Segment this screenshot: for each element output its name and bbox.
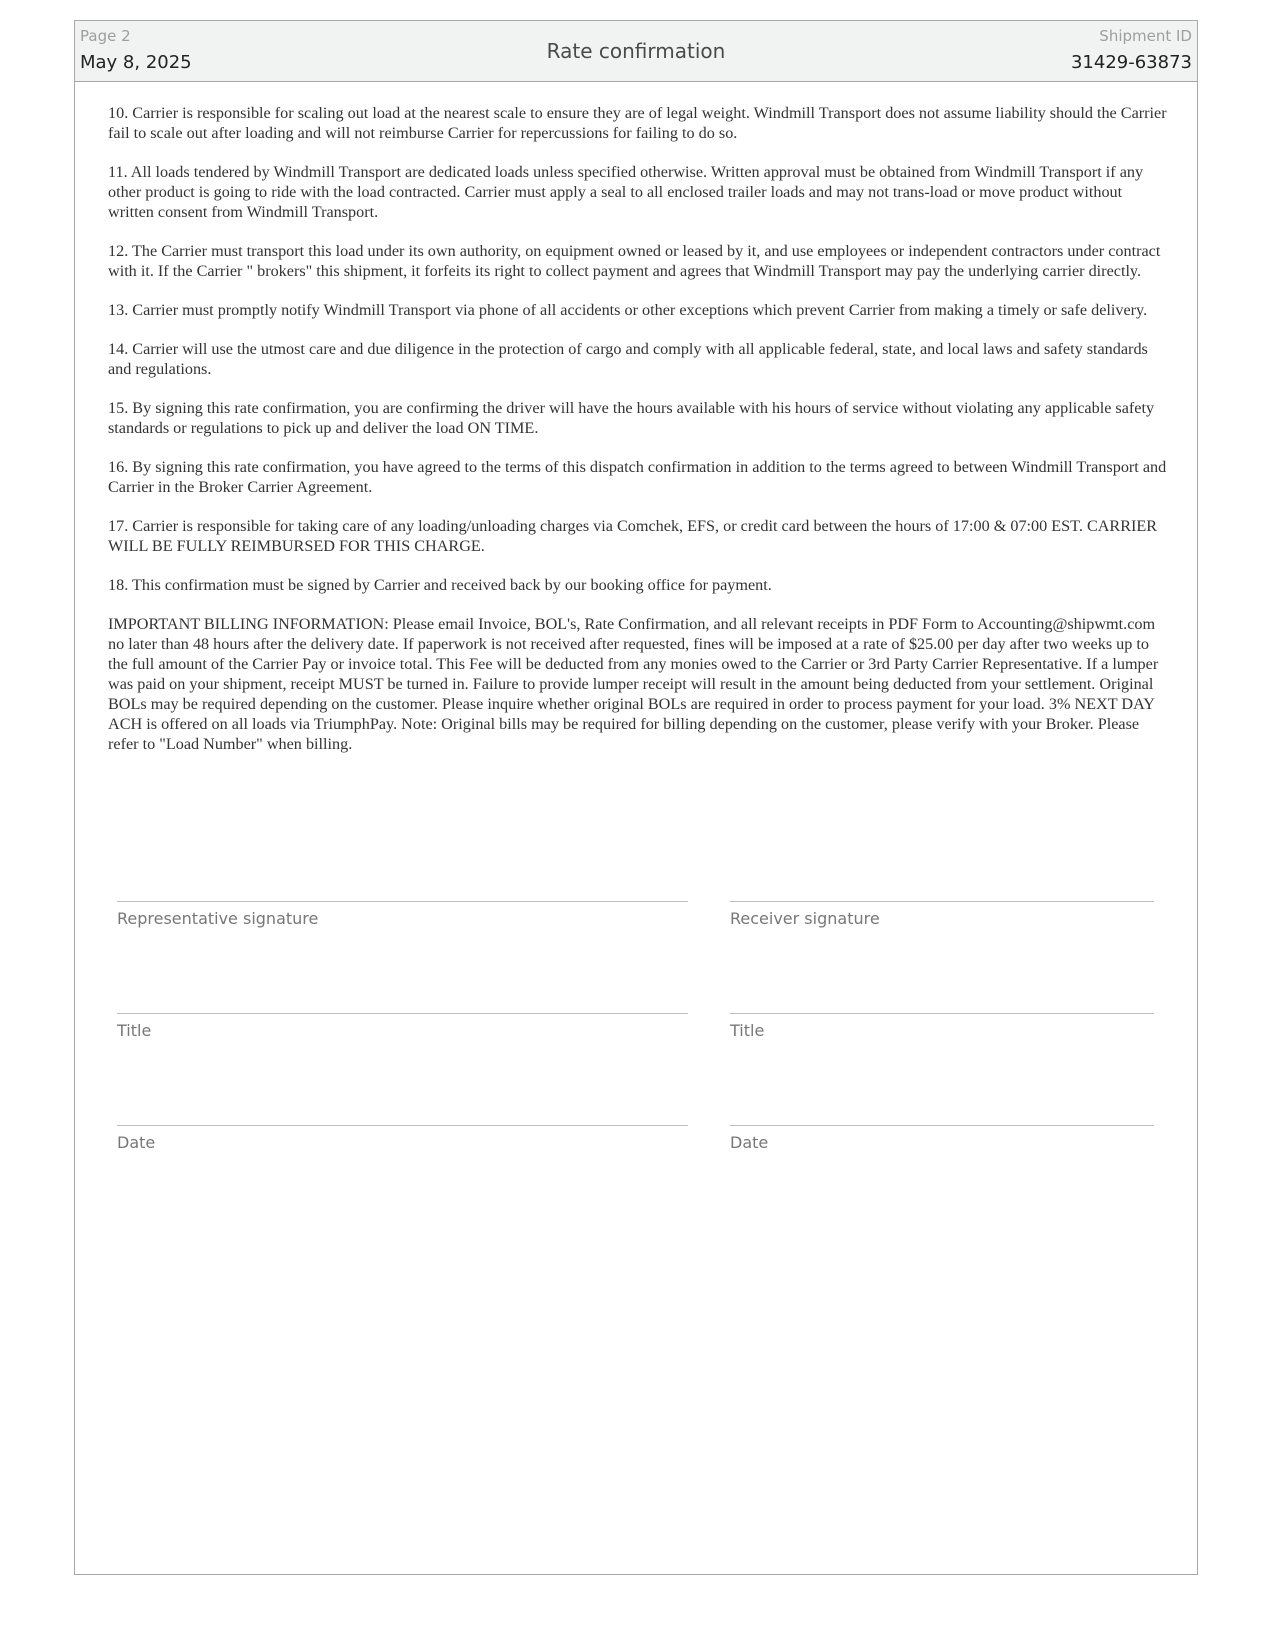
document-title: Rate confirmation — [546, 39, 726, 63]
term-10: 10. Carrier is responsible for scaling out load at the nearest scale to ensure they are of legal weight. Windmill Transport does not assume liability should the Carrier fail to scale out after loading and will not reimburse Carrier for repercussions for failing to do so. — [108, 104, 1167, 142]
receiver-title-label: Title — [730, 1021, 765, 1040]
representative-signature-field[interactable] — [117, 901, 688, 928]
receiver-signature-label: Receiver signature — [730, 909, 880, 928]
signature-line — [117, 901, 688, 902]
term-15: 15. By signing this rate confirmation, you are confirming the driver will have the hours available with his hours of service without violating any applicable safety standards or regulations to pick up and deliver the load ON TIME. — [108, 399, 1155, 437]
title-line — [730, 1013, 1154, 1014]
shipment-id-label: Shipment ID — [1099, 27, 1192, 45]
date-line — [730, 1125, 1154, 1126]
page-header — [75, 21, 1197, 82]
shipment-id: 31429-63873 — [1070, 52, 1192, 73]
representative-date-label: Date — [117, 1133, 156, 1152]
page-number: Page 2 — [80, 27, 131, 45]
terms-list — [108, 103, 1171, 773]
date-line — [117, 1125, 688, 1126]
title-line — [117, 1013, 688, 1014]
representative-date-field[interactable] — [117, 1125, 688, 1152]
term-14: 14. Carrier will use the utmost care and due diligence in the protection of cargo and comply with all applicable federal, state, and local laws and safety standards and regulations. — [108, 340, 1148, 378]
document-page — [74, 20, 1198, 1575]
term-18: 18. This confirmation must be signed by Carrier and received back by our booking office for payment. — [108, 576, 772, 594]
receiver-date-field[interactable] — [730, 1125, 1154, 1152]
representative-title-label: Title — [117, 1021, 152, 1040]
receiver-signature-field[interactable] — [730, 901, 1154, 928]
representative-title-field[interactable] — [117, 1013, 688, 1040]
term-17: 17. Carrier is responsible for taking care of any loading/unloading charges via Comchek, EFS, or credit card between the hours of 17:00 & 07:00 EST. CARRIER WILL BE FULLY REIMBURSED FOR THIS CHARGE. — [108, 517, 1158, 555]
term-13: 13. Carrier must promptly notify Windmill Transport via phone of all accidents or other exceptions which prevent Carrier from making a timely or safe delivery. — [108, 301, 1148, 319]
signature-line — [730, 901, 1154, 902]
representative-signature-label: Representative signature — [117, 909, 319, 928]
receiver-title-field[interactable] — [730, 1013, 1154, 1040]
term-16: 16. By signing this rate confirmation, you have agreed to the terms of this dispatch confirmation in addition to the terms agreed to between Windmill Transport and Carrier in the Broker Carrier Agreement. — [108, 458, 1167, 496]
document-date: May 8, 2025 — [80, 52, 192, 73]
receiver-date-label: Date — [730, 1133, 769, 1152]
term-12: 12. The Carrier must transport this load under its own authority, on equipment owned or leased by it, and use employees or independent contractors under contract with it. If the Carrier " brokers" this shipment, it forfeits its right to collect payment and agrees that Windmill Transport may pay the underlying carrier directly. — [108, 242, 1161, 280]
billing-information: IMPORTANT BILLING INFORMATION: Please email Invoice, BOL's, Rate Confirmation, and all relevant receipts in PDF Form to Accounting@shipwmt.com no later than 48 hours after the delivery date. If paperwork is not received after requested, fines will be imposed at a rate of $25.00 per day after two weeks up to the full amount of the Carrier Pay or invoice total. This Fee will be deducted from any monies owed to the Carrier or 3rd Party Carrier Representative. If a lumper was paid on your shipment, receipt MUST be turned in. Failure to provide lumper receipt will result in the amount being deducted from your settlement. Original BOLs may be required depending on the customer. Please inquire whether original BOLs are required in order to process payment for your load. 3% NEXT DAY ACH is offered on all loads via TriumphPay. Note: Original bills may be required for billing depending on the customer, please verify with your Broker. Please refer to "Load Number" when billing. — [108, 615, 1159, 753]
term-11: 11. All loads tendered by Windmill Transport are dedicated loads unless specified otherwise. Written approval must be obtained from Windmill Transport if any other product is going to ride with the load contracted. Carrier must apply a seal to all enclosed trailer loads and may not trans-load or move product without written consent from Windmill Transport. — [108, 163, 1144, 221]
